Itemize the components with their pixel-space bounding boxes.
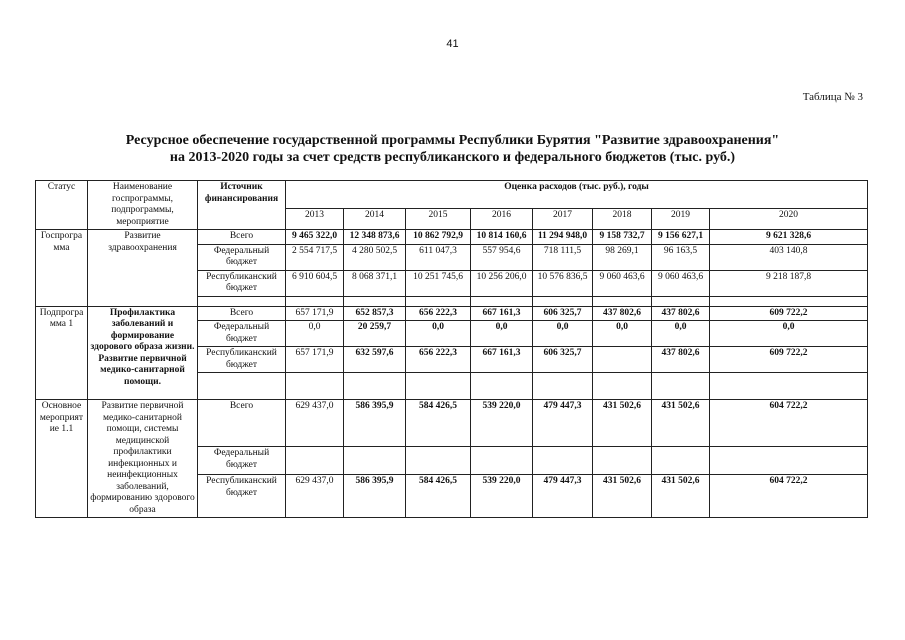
value-cell: 557 954,6 [471,244,533,270]
value-cell: 431 502,6 [652,475,710,518]
value-cell: 9 465 322,0 [286,230,344,245]
table-label: Таблица № 3 [802,91,863,103]
value-cell: 609 722,2 [710,347,868,373]
status-cell: Основное мероприятие 1.1 [36,400,88,518]
budget-table [35,180,868,518]
page-number: 41 [446,38,459,50]
value-cell: 403 140,8 [710,244,868,270]
value-cell: 0,0 [286,321,344,347]
value-cell: 629 437,0 [286,400,344,447]
value-cell [533,447,593,475]
value-cell [286,447,344,475]
value-cell: 539 220,0 [471,475,533,518]
value-cell: 539 220,0 [471,400,533,447]
header-year: 2013 [286,209,344,230]
value-cell: 10 814 160,6 [471,230,533,245]
value-cell [344,447,406,475]
header-estimate: Оценка расходов (тыс. руб.), годы [286,181,868,209]
value-cell: 4 280 502,5 [344,244,406,270]
value-cell: 12 348 873,6 [344,230,406,245]
value-cell: 0,0 [593,321,652,347]
value-cell: 656 222,3 [406,306,471,321]
value-cell: 0,0 [471,321,533,347]
title-line-1: Ресурсное обеспечение государственной программы Республики Бурятия "Развитие здравоохранения" [125,133,780,148]
source-cell: Федеральный бюджет [198,447,286,475]
value-cell: 9 060 463,6 [652,270,710,296]
status-cell: Госпрограмма [36,230,88,307]
header-source: Источник финансирования [198,181,286,230]
header-status: Статус [36,181,88,230]
value-cell: 604 722,2 [710,400,868,447]
value-cell: 657 171,9 [286,347,344,373]
header-name: Наименование госпрограммы, подпрограммы, мероприятие [88,181,198,230]
value-cell: 667 161,3 [471,306,533,321]
value-cell: 604 722,2 [710,475,868,518]
value-cell [593,347,652,373]
header-year: 2014 [344,209,406,230]
value-cell: 431 502,6 [652,400,710,447]
value-cell: 98 269,1 [593,244,652,270]
value-cell: 0,0 [406,321,471,347]
value-cell: 606 325,7 [533,347,593,373]
value-cell: 0,0 [710,321,868,347]
value-cell: 584 426,5 [406,400,471,447]
source-cell: Всего [198,306,286,321]
value-cell: 629 437,0 [286,475,344,518]
value-cell: 10 251 745,6 [406,270,471,296]
source-cell: Республиканский бюджет [198,475,286,518]
value-cell: 10 862 792,9 [406,230,471,245]
document-title [40,132,865,166]
value-cell: 586 395,9 [344,400,406,447]
value-cell: 0,0 [652,321,710,347]
value-cell: 96 163,5 [652,244,710,270]
header-year: 2015 [406,209,471,230]
table-row [36,230,868,245]
value-cell: 718 111,5 [533,244,593,270]
value-cell: 9 156 627,1 [652,230,710,245]
value-cell: 9 060 463,6 [593,270,652,296]
source-cell: Федеральный бюджет [198,321,286,347]
value-cell: 6 910 604,5 [286,270,344,296]
value-cell: 611 047,3 [406,244,471,270]
value-cell: 11 294 948,0 [533,230,593,245]
value-cell: 10 576 836,5 [533,270,593,296]
value-cell: 431 502,6 [593,400,652,447]
value-cell: 609 722,2 [710,306,868,321]
value-cell: 479 447,3 [533,400,593,447]
name-cell: Развитие здравоохранения [88,230,198,307]
table-row [36,306,868,321]
value-cell: 437 802,6 [593,306,652,321]
value-cell: 437 802,6 [652,347,710,373]
value-cell [471,447,533,475]
value-cell: 657 171,9 [286,306,344,321]
source-cell: Республиканский бюджет [198,270,286,296]
source-cell: Всего [198,400,286,447]
value-cell: 584 426,5 [406,475,471,518]
header-year: 2019 [652,209,710,230]
header-row [36,181,868,209]
value-cell: 632 597,6 [344,347,406,373]
source-cell: Всего [198,230,286,245]
value-cell: 656 222,3 [406,347,471,373]
value-cell: 586 395,9 [344,475,406,518]
value-cell: 8 068 371,1 [344,270,406,296]
value-cell: 9 621 328,6 [710,230,868,245]
value-cell: 0,0 [533,321,593,347]
name-cell: Профилактика заболеваний и формирование здорового образа жизни. Развитие первичной медико-санитарной помощи. [88,306,198,400]
value-cell: 9 158 732,7 [593,230,652,245]
header-year: 2018 [593,209,652,230]
title-line-2: на 2013-2020 годы за счет средств республиканского и федерального бюджетов (тыс. руб.) [169,150,736,165]
value-cell: 9 218 187,8 [710,270,868,296]
source-cell: Федеральный бюджет [198,244,286,270]
value-cell: 667 161,3 [471,347,533,373]
source-cell: Республиканский бюджет [198,347,286,373]
header-year: 2016 [471,209,533,230]
value-cell: 431 502,6 [593,475,652,518]
value-cell [652,447,710,475]
value-cell: 437 802,6 [652,306,710,321]
table-row [36,400,868,447]
header-year: 2017 [533,209,593,230]
value-cell [710,447,868,475]
value-cell: 10 256 206,0 [471,270,533,296]
value-cell [593,447,652,475]
header-year: 2020 [710,209,868,230]
value-cell: 652 857,3 [344,306,406,321]
name-cell: Развитие первичной медико-санитарной помощи, системы медицинской профилактики инфекционных и неинфекционных заболеваний, формированию здорового образа [88,400,198,518]
value-cell: 606 325,7 [533,306,593,321]
status-cell: Подпрограмма 1 [36,306,88,400]
value-cell: 20 259,7 [344,321,406,347]
value-cell [406,447,471,475]
value-cell: 2 554 717,5 [286,244,344,270]
value-cell: 479 447,3 [533,475,593,518]
